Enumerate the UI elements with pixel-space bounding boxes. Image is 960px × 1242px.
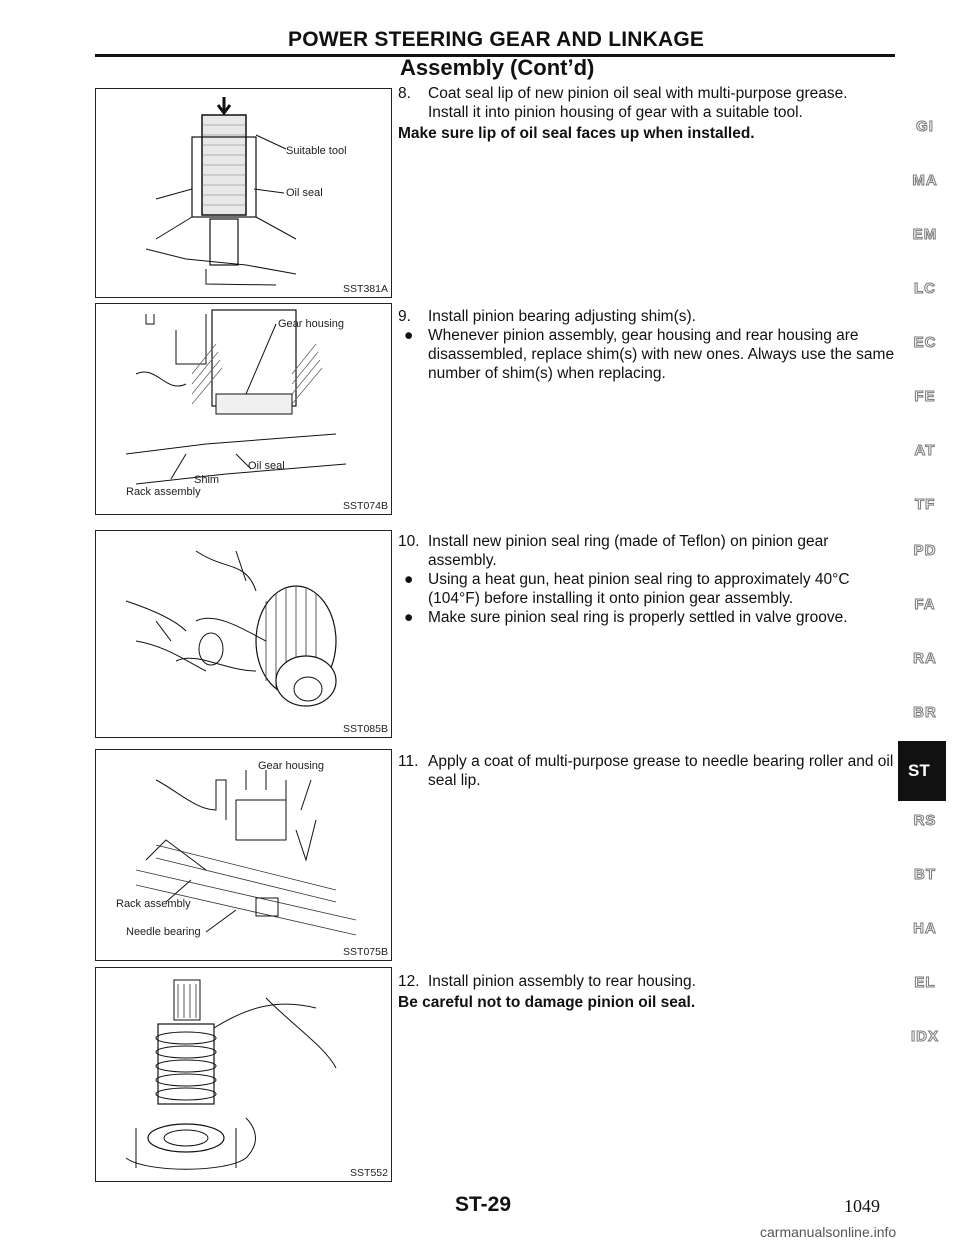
- figure-label: Gear housing: [278, 318, 345, 330]
- step-number: 12.: [398, 973, 420, 990]
- step-10: [398, 532, 898, 627]
- figure-label: Shim: [194, 474, 220, 486]
- step-9: [398, 307, 898, 383]
- step-number: 11.: [398, 753, 419, 770]
- tab-br[interactable]: BR: [913, 704, 937, 721]
- figure-code: SST085B: [343, 723, 388, 735]
- figure-label: Oil seal: [286, 187, 323, 199]
- oil-seal-illustration: [96, 89, 393, 299]
- step-number: 10.: [398, 533, 420, 550]
- step-bullet: [398, 570, 898, 608]
- pinion-assembly-illustration: [96, 968, 393, 1183]
- tab-at[interactable]: AT: [914, 442, 936, 459]
- figure-label: Gear housing: [258, 760, 325, 772]
- bullet-icon: ●: [404, 609, 414, 626]
- bullet-icon: ●: [404, 327, 414, 344]
- watermark: carmanualsonline.info: [760, 1224, 897, 1240]
- figure-label: Rack assembly: [126, 486, 201, 498]
- page-code: ST-29: [455, 1193, 512, 1216]
- tab-rs[interactable]: RS: [913, 812, 937, 829]
- figure-seal-ring-install: [95, 530, 392, 738]
- page-header-title: POWER STEERING GEAR AND LINKAGE: [288, 28, 705, 51]
- step-number: 8.: [398, 85, 411, 102]
- tab-el[interactable]: EL: [914, 974, 936, 991]
- section-title: Assembly (Cont’d): [400, 55, 595, 80]
- step-row: [398, 307, 898, 326]
- tab-tf[interactable]: TF: [914, 496, 936, 513]
- step-note: Make sure lip of oil seal faces up when installed.: [398, 125, 755, 142]
- bullet-icon: ●: [404, 571, 414, 588]
- figure-label: Needle bearing: [126, 926, 201, 938]
- figure-code: SST074B: [343, 500, 388, 512]
- bullet-text: Using a heat gun, heat pinion seal ring to approximately 40°C (104°F) before installing it onto pinion gear assembly.: [428, 571, 850, 607]
- tab-ec[interactable]: EC: [913, 334, 937, 351]
- step-bullet: [398, 608, 898, 627]
- figure-code: SST075B: [343, 946, 388, 958]
- step-text: Apply a coat of multi-purpose grease to needle bearing roller and oil seal lip.: [428, 753, 894, 789]
- step-text: Install pinion assembly to rear housing.: [428, 973, 696, 990]
- tab-pd[interactable]: PD: [913, 542, 937, 559]
- figure-oil-seal-install: [95, 88, 392, 298]
- tab-bt[interactable]: BT: [914, 866, 936, 883]
- tab-fa[interactable]: FA: [914, 596, 936, 613]
- tab-em[interactable]: EM: [912, 226, 938, 243]
- step-number: 9.: [398, 308, 411, 325]
- bullet-text: Make sure pinion seal ring is properly settled in valve groove.: [428, 609, 848, 626]
- tab-st-active[interactable]: ST: [898, 741, 946, 801]
- figure-code: SST552: [350, 1167, 388, 1179]
- figure-label: Rack assembly: [116, 898, 191, 910]
- step-11: [398, 752, 898, 790]
- figure-label: Suitable tool: [286, 145, 347, 157]
- tab-ra[interactable]: RA: [913, 650, 937, 667]
- tab-idx[interactable]: IDX: [910, 1028, 939, 1045]
- page-number: 1049: [844, 1196, 880, 1216]
- figure-label: Oil seal: [248, 460, 285, 472]
- step-text: Install it into pinion housing of gear with a suitable tool.: [428, 104, 803, 121]
- step-bullet: [398, 326, 898, 383]
- step-row: [398, 84, 898, 122]
- tab-fe[interactable]: FE: [914, 388, 936, 405]
- shim-illustration: [96, 304, 393, 516]
- figure-code: SST381A: [343, 283, 388, 295]
- step-text: Coat seal lip of new pinion oil seal with multi-purpose grease.: [428, 85, 848, 102]
- step-row: [398, 532, 898, 570]
- figure-pinion-assembly: [95, 967, 392, 1182]
- step-text: Install pinion bearing adjusting shim(s).: [428, 308, 696, 325]
- step-12: [398, 972, 898, 1012]
- tab-lc[interactable]: LC: [914, 280, 936, 297]
- tab-ma[interactable]: MA: [912, 172, 938, 189]
- step-text: Install new pinion seal ring (made of Teflon) on pinion gear assembly.: [428, 533, 829, 569]
- figure-needle-bearing: [95, 749, 392, 961]
- figure-shim-install: [95, 303, 392, 515]
- step-row: [398, 972, 898, 991]
- step-note: Be careful not to damage pinion oil seal.: [398, 994, 696, 1011]
- step-row: [398, 752, 898, 790]
- tab-ha[interactable]: HA: [913, 920, 937, 937]
- bullet-text: Whenever pinion assembly, gear housing and rear housing are disassembled, replace shim(s) with new ones. Always use the same number of shim(s) when replacing.: [428, 327, 895, 382]
- step-8: [398, 84, 898, 143]
- tab-gi[interactable]: GI: [916, 118, 934, 135]
- seal-ring-illustration: [96, 531, 393, 739]
